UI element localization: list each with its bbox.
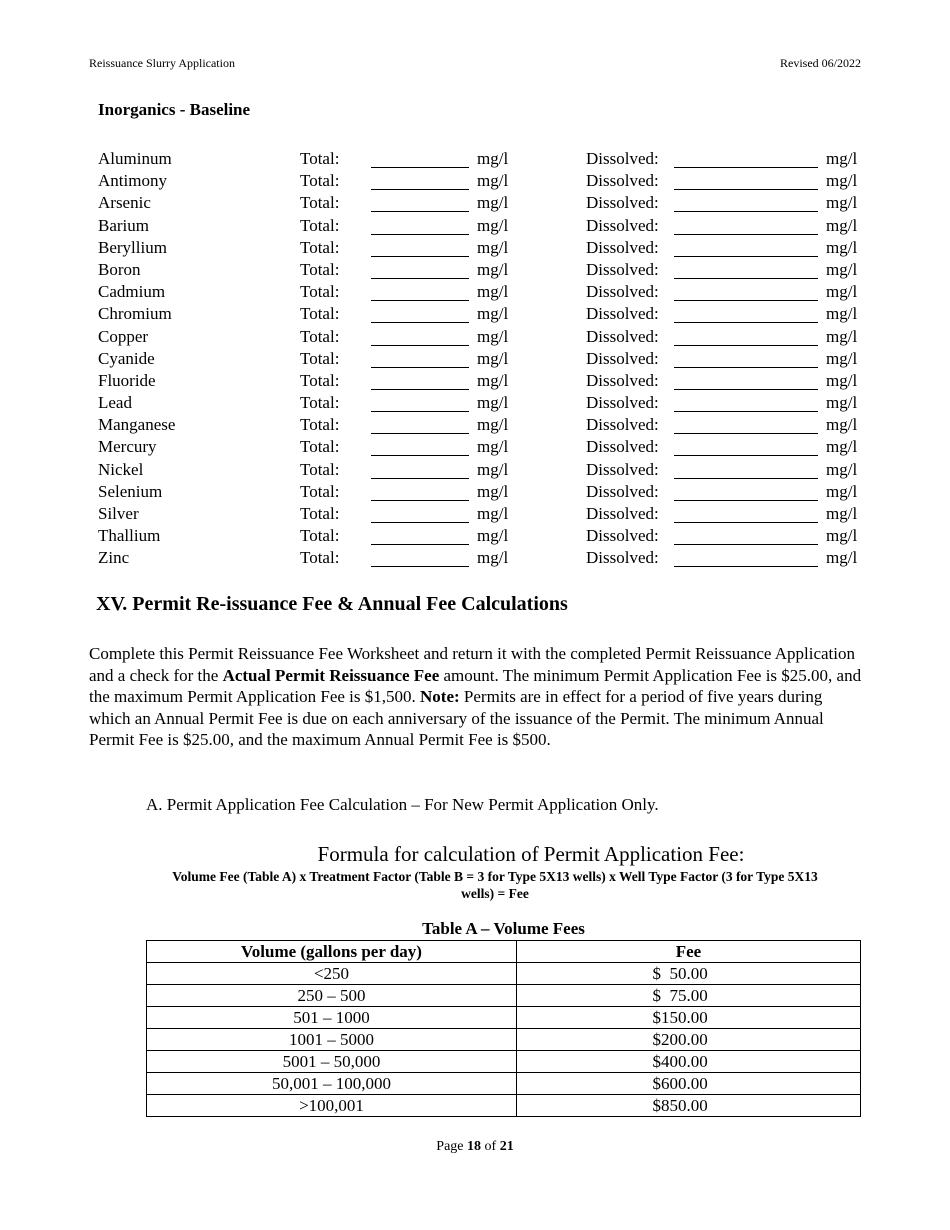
total-unit: mg/l bbox=[477, 481, 509, 501]
total-label: Total: bbox=[300, 193, 340, 213]
fee-cell bbox=[517, 1073, 861, 1095]
total-unit: mg/l bbox=[477, 370, 509, 390]
dissolved-value-field[interactable] bbox=[674, 303, 818, 323]
dissolved-value-field[interactable] bbox=[674, 348, 818, 368]
total-label: Total: bbox=[300, 282, 340, 302]
inorganic-row bbox=[0, 414, 950, 436]
volume-cell: 1001 – 5000 bbox=[147, 1029, 517, 1051]
inorganic-row bbox=[0, 259, 950, 281]
inorganic-row bbox=[0, 192, 950, 214]
total-unit: mg/l bbox=[477, 259, 509, 279]
analyte-name: Antimony bbox=[98, 171, 167, 191]
total-value-field[interactable] bbox=[371, 303, 469, 323]
analyte-name: Zinc bbox=[98, 548, 130, 568]
header-volume: Volume (gallons per day) bbox=[147, 941, 517, 963]
subsection-a-title: A. Permit Application Fee Calculation – For New Permit Application Only. bbox=[146, 795, 659, 814]
dissolved-label: Dissolved: bbox=[586, 215, 659, 235]
inorganic-row bbox=[0, 348, 950, 370]
fee-value: $200.00 bbox=[652, 1029, 708, 1049]
dissolved-unit: mg/l bbox=[826, 171, 858, 191]
total-value-field[interactable] bbox=[371, 259, 469, 279]
dissolved-unit: mg/l bbox=[826, 193, 858, 213]
total-label: Total: bbox=[300, 459, 340, 479]
inorganic-row bbox=[0, 459, 950, 481]
total-label: Total: bbox=[300, 548, 340, 568]
total-value-field[interactable] bbox=[371, 170, 469, 190]
table-row bbox=[147, 1051, 861, 1073]
table-row bbox=[147, 1029, 861, 1051]
inorganic-row bbox=[0, 237, 950, 259]
total-value-field[interactable] bbox=[371, 503, 469, 523]
para-text-3: Permits are in effect for a period of five years during which an Annual Permit Fee is due on each anniversary of the issuance of the Permit. The minimum Annual Permit Fee is $25.00, and the maximum Annual Permit Fee is $500. bbox=[89, 687, 824, 749]
dissolved-value-field[interactable] bbox=[674, 237, 818, 257]
dissolved-label: Dissolved: bbox=[586, 437, 659, 457]
page-footer bbox=[0, 1139, 950, 1155]
analyte-name: Silver bbox=[98, 504, 139, 523]
para-bold-1: Actual Permit Reissuance Fee bbox=[222, 665, 440, 685]
total-label: Total: bbox=[300, 437, 340, 457]
total-value-field[interactable] bbox=[371, 459, 469, 479]
inorganic-row bbox=[0, 503, 950, 525]
total-value-field[interactable] bbox=[371, 348, 469, 368]
analyte-name: Chromium bbox=[98, 304, 172, 324]
dissolved-unit: mg/l bbox=[826, 459, 858, 479]
total-value-field[interactable] bbox=[371, 547, 469, 567]
dissolved-value-field[interactable] bbox=[674, 547, 818, 567]
analyte-name: Cadmium bbox=[98, 282, 166, 302]
total-label: Total: bbox=[300, 149, 340, 168]
total-label: Total: bbox=[300, 370, 340, 390]
dissolved-value-field[interactable] bbox=[674, 281, 818, 301]
formula-description: Volume Fee (Table A) x Treatment Factor (Table B = 3 for Type 5X13 wells) x Well Type Factor (3 for Type 5X13 wells) = Fee bbox=[172, 869, 818, 901]
footer-prefix: Page bbox=[436, 1139, 468, 1154]
total-label: Total: bbox=[300, 326, 340, 346]
volume-cell: 50,001 – 100,000 bbox=[147, 1073, 517, 1095]
total-value-field[interactable] bbox=[371, 148, 469, 168]
dissolved-label: Dissolved: bbox=[586, 326, 659, 346]
dissolved-unit: mg/l bbox=[826, 481, 858, 501]
volume-cell: <250 bbox=[147, 963, 517, 985]
fee-value: $850.00 bbox=[652, 1095, 708, 1115]
dissolved-unit: mg/l bbox=[826, 259, 858, 279]
inorganic-row bbox=[0, 281, 950, 303]
inorganic-row bbox=[0, 525, 950, 547]
dissolved-unit: mg/l bbox=[826, 548, 858, 568]
dissolved-unit: mg/l bbox=[826, 504, 858, 523]
table-row bbox=[147, 985, 861, 1007]
para-text-2: amount. The minimum Permit Application Fee is $25.00, and the maximum Permit Application Fee is $1,500. bbox=[89, 665, 862, 706]
fee-cell bbox=[517, 1051, 861, 1073]
fee-value: $ 75.00 bbox=[652, 985, 708, 1005]
inorganic-row bbox=[0, 303, 950, 325]
dissolved-label: Dissolved: bbox=[586, 237, 659, 257]
fee-cell bbox=[517, 1029, 861, 1051]
dissolved-label: Dissolved: bbox=[586, 393, 659, 413]
table-row bbox=[147, 1095, 861, 1117]
dissolved-value-field[interactable] bbox=[674, 170, 818, 190]
volume-cell: 5001 – 50,000 bbox=[147, 1051, 517, 1073]
total-value-field[interactable] bbox=[371, 436, 469, 456]
total-unit: mg/l bbox=[477, 526, 509, 546]
total-label: Total: bbox=[300, 504, 340, 523]
dissolved-unit: mg/l bbox=[826, 215, 858, 235]
dissolved-unit: mg/l bbox=[826, 348, 858, 368]
total-value-field[interactable] bbox=[371, 525, 469, 545]
dissolved-label: Dissolved: bbox=[586, 504, 659, 523]
total-value-field[interactable] bbox=[371, 215, 469, 235]
inorganic-row bbox=[0, 392, 950, 414]
dissolved-value-field[interactable] bbox=[674, 525, 818, 545]
total-label: Total: bbox=[300, 304, 340, 324]
dissolved-unit: mg/l bbox=[826, 149, 858, 168]
inorganic-row bbox=[0, 370, 950, 392]
footer-of: of bbox=[481, 1139, 500, 1154]
header-revision: Revised 06/2022 bbox=[780, 56, 861, 70]
dissolved-label: Dissolved: bbox=[586, 193, 659, 213]
total-unit: mg/l bbox=[477, 282, 509, 302]
dissolved-unit: mg/l bbox=[826, 237, 858, 257]
total-unit: mg/l bbox=[477, 149, 509, 168]
dissolved-unit: mg/l bbox=[826, 304, 858, 324]
total-value-field[interactable] bbox=[371, 237, 469, 257]
total-label: Total: bbox=[300, 259, 340, 279]
dissolved-label: Dissolved: bbox=[586, 171, 659, 191]
total-unit: mg/l bbox=[477, 171, 509, 191]
total-value-field[interactable] bbox=[371, 370, 469, 390]
table-header-row bbox=[147, 941, 861, 963]
total-unit: mg/l bbox=[477, 348, 509, 368]
table-row bbox=[147, 1007, 861, 1029]
total-unit: mg/l bbox=[477, 548, 509, 568]
total-label: Total: bbox=[300, 171, 340, 191]
dissolved-label: Dissolved: bbox=[586, 149, 659, 168]
footer-page-number: 18 bbox=[467, 1139, 482, 1154]
dissolved-label: Dissolved: bbox=[586, 526, 659, 546]
dissolved-unit: mg/l bbox=[826, 415, 858, 435]
dissolved-label: Dissolved: bbox=[586, 348, 659, 368]
total-unit: mg/l bbox=[477, 326, 509, 346]
para-bold-2: Note: bbox=[420, 687, 460, 706]
inorganic-row bbox=[0, 481, 950, 503]
analyte-name: Arsenic bbox=[98, 193, 151, 213]
total-unit: mg/l bbox=[477, 215, 509, 235]
total-unit: mg/l bbox=[477, 437, 509, 457]
total-label: Total: bbox=[300, 526, 340, 546]
formula-title: Formula for calculation of Permit Application Fee: bbox=[317, 842, 745, 866]
dissolved-label: Dissolved: bbox=[586, 370, 659, 390]
inorganic-row bbox=[0, 215, 950, 237]
table-a-caption: Table A – Volume Fees bbox=[422, 919, 585, 938]
total-label: Total: bbox=[300, 393, 340, 413]
dissolved-label: Dissolved: bbox=[586, 481, 659, 501]
fee-value: $150.00 bbox=[652, 1007, 708, 1027]
total-unit: mg/l bbox=[477, 415, 509, 435]
dissolved-value-field[interactable] bbox=[674, 459, 818, 479]
fee-value: $ 50.00 bbox=[652, 963, 708, 983]
total-label: Total: bbox=[300, 481, 340, 501]
total-value-field[interactable] bbox=[371, 281, 469, 301]
table-row bbox=[147, 963, 861, 985]
analyte-name: Fluoride bbox=[98, 370, 156, 390]
analyte-name: Lead bbox=[98, 393, 132, 413]
section-xv-title: XV. Permit Re-issuance Fee & Annual Fee Calculations bbox=[96, 593, 568, 615]
dissolved-unit: mg/l bbox=[826, 326, 858, 346]
para-text-1: Complete this Permit Reissuance Fee Worksheet and return it with the completed Permit Reissuance Application and a check for the bbox=[89, 644, 855, 685]
total-value-field[interactable] bbox=[371, 481, 469, 501]
dissolved-label: Dissolved: bbox=[586, 282, 659, 302]
fee-cell bbox=[517, 1007, 861, 1029]
analyte-name: Boron bbox=[98, 259, 141, 279]
inorganic-row bbox=[0, 148, 950, 170]
fee-instructions-paragraph bbox=[89, 643, 864, 751]
dissolved-value-field[interactable] bbox=[674, 436, 818, 456]
fee-cell bbox=[517, 985, 861, 1007]
dissolved-value-field[interactable] bbox=[674, 392, 818, 412]
inorganic-row bbox=[0, 170, 950, 192]
dissolved-value-field[interactable] bbox=[674, 192, 818, 212]
dissolved-label: Dissolved: bbox=[586, 259, 659, 279]
dissolved-value-field[interactable] bbox=[674, 481, 818, 501]
dissolved-value-field[interactable] bbox=[674, 215, 818, 235]
dissolved-unit: mg/l bbox=[826, 282, 858, 302]
analyte-name: Nickel bbox=[98, 459, 144, 479]
total-label: Total: bbox=[300, 348, 340, 368]
inorganics-title: Inorganics - Baseline bbox=[98, 100, 251, 119]
analyte-name: Mercury bbox=[98, 437, 157, 457]
dissolved-value-field[interactable] bbox=[674, 370, 818, 390]
analyte-name: Cyanide bbox=[98, 348, 155, 368]
analyte-name: Aluminum bbox=[98, 149, 172, 168]
volume-cell: 250 – 500 bbox=[147, 985, 517, 1007]
fee-value: $400.00 bbox=[652, 1051, 708, 1071]
header-fee: Fee bbox=[517, 941, 861, 963]
dissolved-label: Dissolved: bbox=[586, 304, 659, 324]
analyte-name: Barium bbox=[98, 215, 149, 235]
dissolved-value-field[interactable] bbox=[674, 148, 818, 168]
dissolved-label: Dissolved: bbox=[586, 459, 659, 479]
total-value-field[interactable] bbox=[371, 392, 469, 412]
total-unit: mg/l bbox=[477, 504, 509, 523]
dissolved-value-field[interactable] bbox=[674, 326, 818, 346]
analyte-name: Beryllium bbox=[98, 237, 167, 257]
fee-cell bbox=[517, 963, 861, 985]
dissolved-label: Dissolved: bbox=[586, 548, 659, 568]
total-unit: mg/l bbox=[477, 393, 509, 413]
dissolved-unit: mg/l bbox=[826, 526, 858, 546]
dissolved-unit: mg/l bbox=[826, 437, 858, 457]
fee-value: $600.00 bbox=[652, 1073, 708, 1093]
dissolved-value-field[interactable] bbox=[674, 259, 818, 279]
inorganic-row bbox=[0, 547, 950, 569]
total-unit: mg/l bbox=[477, 193, 509, 213]
footer-page-total: 21 bbox=[499, 1139, 514, 1154]
header-doc-title: Reissuance Slurry Application bbox=[89, 56, 235, 70]
inorganic-row bbox=[0, 326, 950, 348]
analyte-name: Manganese bbox=[98, 415, 176, 435]
analyte-name: Thallium bbox=[98, 526, 161, 546]
inorganic-row bbox=[0, 436, 950, 458]
total-unit: mg/l bbox=[477, 237, 509, 257]
inorganics-list bbox=[0, 148, 950, 570]
total-value-field[interactable] bbox=[371, 192, 469, 212]
volume-cell: >100,001 bbox=[147, 1095, 517, 1117]
volume-cell: 501 – 1000 bbox=[147, 1007, 517, 1029]
total-label: Total: bbox=[300, 415, 340, 435]
total-label: Total: bbox=[300, 215, 340, 235]
total-value-field[interactable] bbox=[371, 326, 469, 346]
dissolved-value-field[interactable] bbox=[674, 414, 818, 434]
total-unit: mg/l bbox=[477, 459, 509, 479]
total-value-field[interactable] bbox=[371, 414, 469, 434]
table-row bbox=[147, 1073, 861, 1095]
volume-fee-table bbox=[146, 940, 861, 1117]
dissolved-label: Dissolved: bbox=[586, 415, 659, 435]
dissolved-unit: mg/l bbox=[826, 370, 858, 390]
dissolved-unit: mg/l bbox=[826, 393, 858, 413]
analyte-name: Selenium bbox=[98, 481, 163, 501]
analyte-name: Copper bbox=[98, 326, 149, 346]
total-unit: mg/l bbox=[477, 304, 509, 324]
fee-cell bbox=[517, 1095, 861, 1117]
dissolved-value-field[interactable] bbox=[674, 503, 818, 523]
total-label: Total: bbox=[300, 237, 340, 257]
